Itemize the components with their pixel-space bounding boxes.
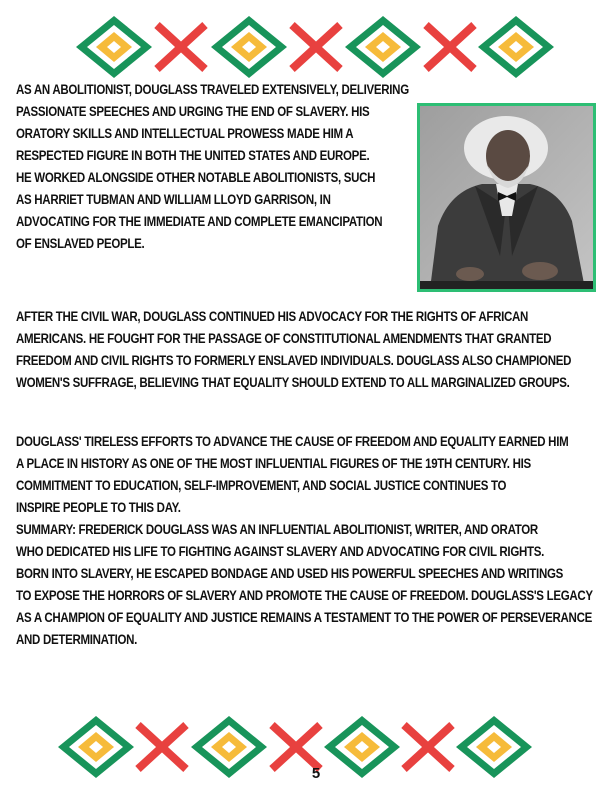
page-number: 5 <box>311 765 321 782</box>
paragraph-civil-war <box>16 306 571 394</box>
x-icon <box>272 725 320 769</box>
paragraph-abolitionist <box>16 79 409 255</box>
text-line: RESPECTED FIGURE IN BOTH THE UNITED STATES AND EUROPE. <box>16 148 370 163</box>
text-line: AMERICANS. HE FOUGHT FOR THE PASSAGE OF CONSTITUTIONAL AMENDMENTS THAT GRANTED <box>16 331 552 346</box>
text-line: DOUGLASS' TIRELESS EFFORTS TO ADVANCE THE CAUSE OF FREEDOM AND EQUALITY EARNED HIM <box>16 434 569 449</box>
summary-line: AND DETERMINATION. <box>16 632 138 647</box>
portrait-illustration <box>420 106 593 289</box>
text-line: AS AN ABOLITIONIST, DOUGLASS TRAVELED EXTENSIVELY, DELIVERING <box>16 82 409 97</box>
text-line: COMMITMENT TO EDUCATION, SELF-IMPROVEMENT, AND SOCIAL JUSTICE CONTINUES TO <box>16 478 507 493</box>
text-line: INSPIRE PEOPLE TO THIS DAY. <box>16 500 181 515</box>
text-line: ADVOCATING FOR THE IMMEDIATE AND COMPLETE EMANCIPATION <box>16 214 383 229</box>
diamond-icon <box>478 16 554 78</box>
text-line: OF ENSLAVED PEOPLE. <box>16 236 145 251</box>
summary-line: BORN INTO SLAVERY, HE ESCAPED BONDAGE AND USED HIS POWERFUL SPEECHES AND WRITINGS <box>16 566 564 581</box>
summary-line: TO EXPOSE THE HORRORS OF SLAVERY AND PROMOTE THE CAUSE OF FREEDOM. DOUGLASS'S LEGACY <box>16 588 593 603</box>
text-line: WOMEN'S SUFFRAGE, BELIEVING THAT EQUALITY SHOULD EXTEND TO ALL MARGINALIZED GROUPS. <box>16 375 570 390</box>
diamond-icon <box>211 16 287 78</box>
text-line: HE WORKED ALONGSIDE OTHER NOTABLE ABOLITIONISTS, SUCH <box>16 170 376 185</box>
text-line: PASSIONATE SPEECHES AND URGING THE END OF SLAVERY. HIS <box>16 104 370 119</box>
text-line: FREEDOM AND CIVIL RIGHTS TO FORMERLY ENSLAVED INDIVIDUALS. DOUGLASS ALSO CHAMPIONED <box>16 353 572 368</box>
summary-line: SUMMARY: FREDERICK DOUGLASS WAS AN INFLUENTIAL ABOLITIONIST, WRITER, AND ORATOR <box>16 522 538 537</box>
x-icon <box>426 25 474 69</box>
diamond-icon <box>76 16 152 78</box>
text-line: AS HARRIET TUBMAN AND WILLIAM LLOYD GARRISON, IN <box>16 192 331 207</box>
portrait-photo <box>417 103 596 292</box>
x-icon <box>157 25 205 69</box>
diamond-icon <box>345 16 421 78</box>
x-icon <box>292 25 340 69</box>
x-icon <box>138 725 186 769</box>
paragraph-legacy-summary <box>16 431 593 651</box>
border-pattern-top <box>0 12 612 82</box>
text-line: ORATORY SKILLS AND INTELLECTUAL PROWESS MADE HIM A <box>16 126 354 141</box>
summary-line: AS A CHAMPION OF EQUALITY AND JUSTICE REMAINS A TESTAMENT TO THE POWER OF PERSEVERANCE <box>16 610 592 625</box>
text-line: A PLACE IN HISTORY AS ONE OF THE MOST INFLUENTIAL FIGURES OF THE 19TH CENTURY. HIS <box>16 456 531 471</box>
x-icon <box>404 725 452 769</box>
top-decorative-border <box>0 12 612 82</box>
text-line: AFTER THE CIVIL WAR, DOUGLASS CONTINUED HIS ADVOCACY FOR THE RIGHTS OF AFRICAN <box>16 309 529 324</box>
summary-line: WHO DEDICATED HIS LIFE TO FIGHTING AGAINST SLAVERY AND ADVOCATING FOR CIVIL RIGHTS. <box>16 544 545 559</box>
